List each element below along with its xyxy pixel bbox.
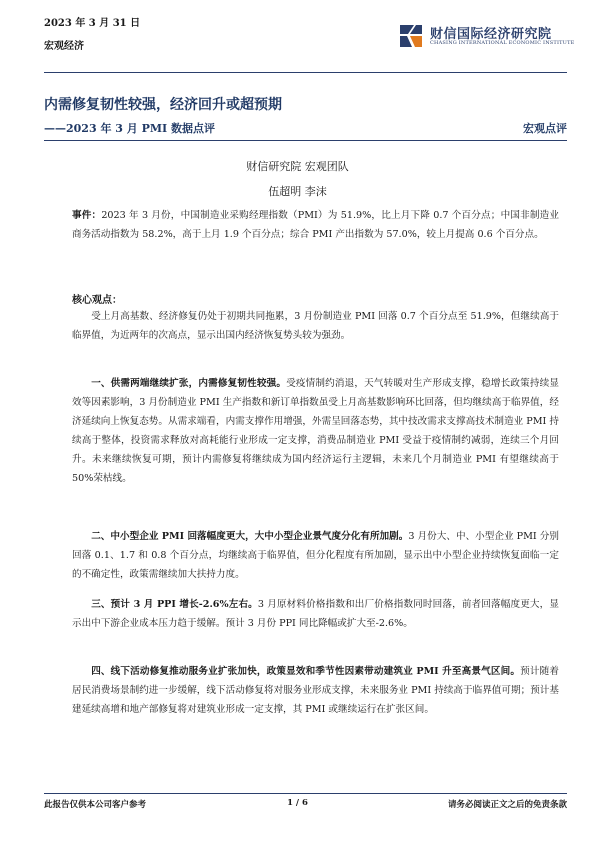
intro-paragraph: 受上月高基数、经济修复仍处于初期共同拖累，3 月份制造业 PMI 回落 0.7 个百分点至 51.9%，但继续高于临界值，为近两年的次高点，显示出国内经济恢复势头较为强劲。 bbox=[72, 311, 559, 341]
report-title: 内需修复韧性较强，经济回升或超预期 bbox=[44, 97, 282, 113]
report-subtitle: ——2023 年 3 月 PMI 数据点评 bbox=[44, 122, 216, 135]
point-4-text: 预计随着居民消费场景制约进一步缓解，线下活动修复将对服务业形成支撑，未来服务业 PMI 持续高于临界值可期；预计基建延续高增和地产部修复将对建筑业形成一定支撑，其 PMI 或继续运行在扩张区间。 bbox=[72, 666, 559, 715]
footer-disclaimer-right: 请务必阅读正文之后的免责条款 bbox=[447, 800, 567, 810]
point-2-heading: 二、中小型企业 PMI 回落幅度更大，大中小型企业景气度分化有所加剧。 bbox=[91, 531, 409, 542]
point-4-paragraph bbox=[72, 662, 559, 719]
footer-divider bbox=[44, 793, 567, 794]
point-3-paragraph bbox=[72, 595, 559, 633]
event-text: 2023 年 3 月份，中国制造业采购经理指数（PMI）为 51.9%，比上月下降 0.7 个百分点；中国非制造业商务活动指数为 58.2%，高于上月 1.9 个百分点；综合 PMI 产出指数为 57.0%，较上月提高 0.6 个百分点。 bbox=[72, 210, 560, 240]
institute-logo-name: 财信国际经济研究院 bbox=[430, 27, 552, 42]
event-label: 事件： bbox=[72, 210, 102, 221]
point-2-paragraph bbox=[72, 527, 559, 584]
core-views-heading: 核心观点： bbox=[72, 295, 122, 306]
point-1-text: 受疫情制约消退，天气转暖对生产形成支撑，稳增长政策持续显效等因素影响，3 月份制造业 PMI 生产指数和新订单指数虽受上月高基数影响环比回落，但均继续高于临界值，经济延续向上恢复态势。从需求端看，内需支撑作用增强，外需呈回落态势，其中技改需求支撑高技术制造业 PMI 持续高于整体，投资需求释放对高耗能行业形成一定支撑，消费品制造业 PMI 受益于疫情制约减弱，连续三个月回升。未来继续恢复可期，预计内需修复将继续成为国内经济运行主逻辑，未来几个月制造业 PMI 有望继续高于 50%荣枯线。 bbox=[72, 378, 560, 484]
author-names: 伍超明 李沫 bbox=[268, 185, 327, 198]
footer-disclaimer-left: 此报告仅供本公司客户参考 bbox=[44, 800, 147, 810]
header-divider bbox=[44, 72, 567, 73]
research-team: 财信研究院 宏观团队 bbox=[246, 160, 349, 173]
point-3-heading: 三、预计 3 月 PPI 增长-2.6%左右。 bbox=[91, 599, 258, 610]
point-2-text: 3 月份大、中、小型企业 PMI 分别回落 0.1、1.7 和 0.8 个百分点，均继续高于临界值，但分化程度有所加剧，显示出中小型企业持续恢复面临一定的不确定性，政策需继续加大扶持力度。 bbox=[72, 531, 559, 580]
point-4-heading: 四、线下活动修复推动服务业扩张加快，政策显效和季节性因素带动建筑业 PMI 升至高景气区间。 bbox=[91, 666, 521, 677]
point-1-heading: 一、供需两端继续扩张，内需修复韧性较强。 bbox=[91, 378, 287, 389]
event-paragraph bbox=[72, 206, 559, 244]
institute-logo bbox=[397, 22, 575, 50]
report-category: 宏观经济 bbox=[44, 41, 84, 52]
institute-logo-subtext: CHASING INTERNATIONAL ECONOMIC INSTITUTE bbox=[430, 40, 575, 46]
point-3-text: 3 月原材料价格指数和出厂价格指数同时回落，前者回落幅度更大，显示出中下游企业成本压力趋于缓解。预计 3 月份 PPI 同比降幅或扩大至-2.6%。 bbox=[72, 599, 559, 629]
point-1-paragraph bbox=[72, 374, 559, 488]
report-type-tag: 宏观点评 bbox=[523, 122, 567, 135]
institute-logo-icon bbox=[397, 22, 425, 50]
page-number: 1 / 6 bbox=[287, 798, 308, 808]
report-date: 2023 年 3 月 31 日 bbox=[44, 18, 141, 29]
title-divider bbox=[44, 140, 567, 141]
